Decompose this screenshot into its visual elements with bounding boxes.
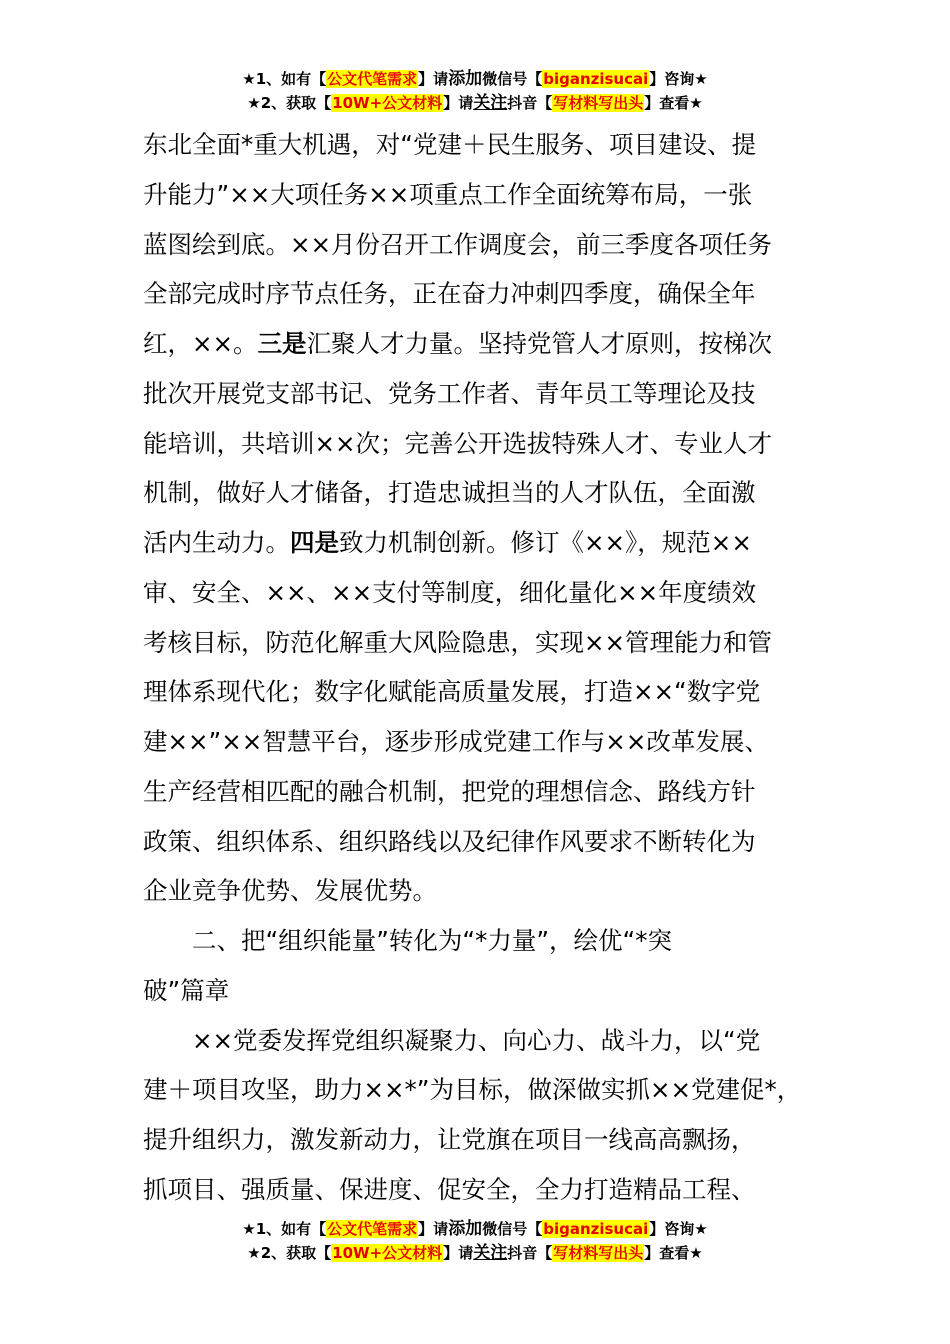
body-line: 建××”××智慧平台，逐步形成党建工作与××改革发展、 bbox=[143, 727, 769, 756]
ad-highlight-service: 公文代笔需求 bbox=[327, 70, 418, 88]
body-line: 升能力”××大项任务××项重点工作全面统筹布局，一张 bbox=[143, 179, 753, 209]
body-line: 蓝图绘到底。××月份召开工作调度会，前三季度各项任务 bbox=[143, 229, 773, 259]
body-line: 机制，做好人才储备，打造忠诚担当的人才队伍，全面激 bbox=[143, 478, 756, 508]
body-line: ××党委发挥党组织凝聚力、向心力、战斗力，以“党 bbox=[192, 1025, 761, 1055]
body-line: 红，××。三是汇聚人才力量。坚持党管人才原则，按梯次 bbox=[143, 329, 773, 358]
body-line: 活内生动力。四是致力机制创新。修订《××》，规范×× bbox=[143, 528, 752, 557]
section-heading: 二、把“组织能量”转化为“*力量”，绘优“*突 bbox=[192, 926, 672, 955]
star-icon: ★ bbox=[242, 70, 256, 88]
top-ad-line-2: ★2、获取【10W+公文材料】请关注抖音【写材料写出头】查看★ bbox=[247, 93, 703, 113]
star-icon: ★ bbox=[247, 1244, 261, 1262]
star-icon: ★ bbox=[247, 94, 261, 112]
body-line: 批次开展党支部书记、党务工作者、青年员工等理论及技 bbox=[143, 378, 756, 408]
body-line: 考核目标，防范化解重大风险隐患，实现××管理能力和管 bbox=[143, 627, 773, 657]
body-line: 提升组织力，激发新动力，让党旗在项目一线高高飘扬， bbox=[143, 1125, 756, 1154]
ad-highlight-douyin: 写材料写出头 bbox=[553, 94, 644, 112]
ad-highlight-materials: 10W+公文材料 bbox=[332, 1244, 443, 1262]
body-line: 理体系现代化；数字化赋能高质量发展，打造××“数字党 bbox=[143, 677, 761, 707]
section-heading-cont: 破”篇章 bbox=[143, 975, 230, 1005]
ad-highlight-service: 公文代笔需求 bbox=[327, 1220, 418, 1238]
ad-highlight-wechat: biganzisucai bbox=[543, 70, 649, 88]
body-line: 东北全面*重大机遇，对“党建＋民生服务、项目建设、提 bbox=[143, 130, 756, 159]
star-icon: ★ bbox=[242, 1220, 256, 1238]
body-line: 企业竞争优势、发展优势。 bbox=[143, 876, 437, 906]
body-line: 能培训，共培训××次；完善公开选拔特殊人才、专业人才 bbox=[143, 428, 773, 458]
bold-marker-three: 三是 bbox=[257, 329, 307, 358]
body-line: 抓项目、强质量、保进度、促安全，全力打造精品工程、 bbox=[143, 1174, 756, 1204]
body-line: 建＋项目攻坚，助力××*”为目标，做深做实抓××党建促*， bbox=[143, 1075, 802, 1105]
ad-highlight-materials: 10W+公文材料 bbox=[332, 94, 443, 112]
ad-highlight-wechat: biganzisucai bbox=[543, 1220, 649, 1238]
ad-highlight-douyin: 写材料写出头 bbox=[553, 1244, 644, 1262]
bottom-ad-line-1: ★1、如有【公文代笔需求】请添加微信号【biganzisucai】咨询★ bbox=[242, 1219, 708, 1239]
body-line: 审、安全、××、××支付等制度，细化量化××年度绩效 bbox=[143, 577, 757, 607]
bottom-ad-line-2: ★2、获取【10W+公文材料】请关注抖音【写材料写出头】查看★ bbox=[247, 1243, 703, 1263]
body-line: 全部完成时序节点任务，正在奋力冲刺四季度，确保全年 bbox=[143, 279, 756, 309]
top-ad-line-1: ★1、如有【公文代笔需求】请添加微信号【biganzisucai】咨询★ bbox=[242, 69, 708, 89]
document-body bbox=[143, 120, 813, 1215]
body-line: 政策、组织体系、组织路线以及纪律作风要求不断转化为 bbox=[143, 826, 756, 856]
body-line: 生产经营相匹配的融合机制，把党的理想信念、路线方针 bbox=[143, 776, 756, 806]
bold-marker-four: 四是 bbox=[290, 528, 339, 557]
